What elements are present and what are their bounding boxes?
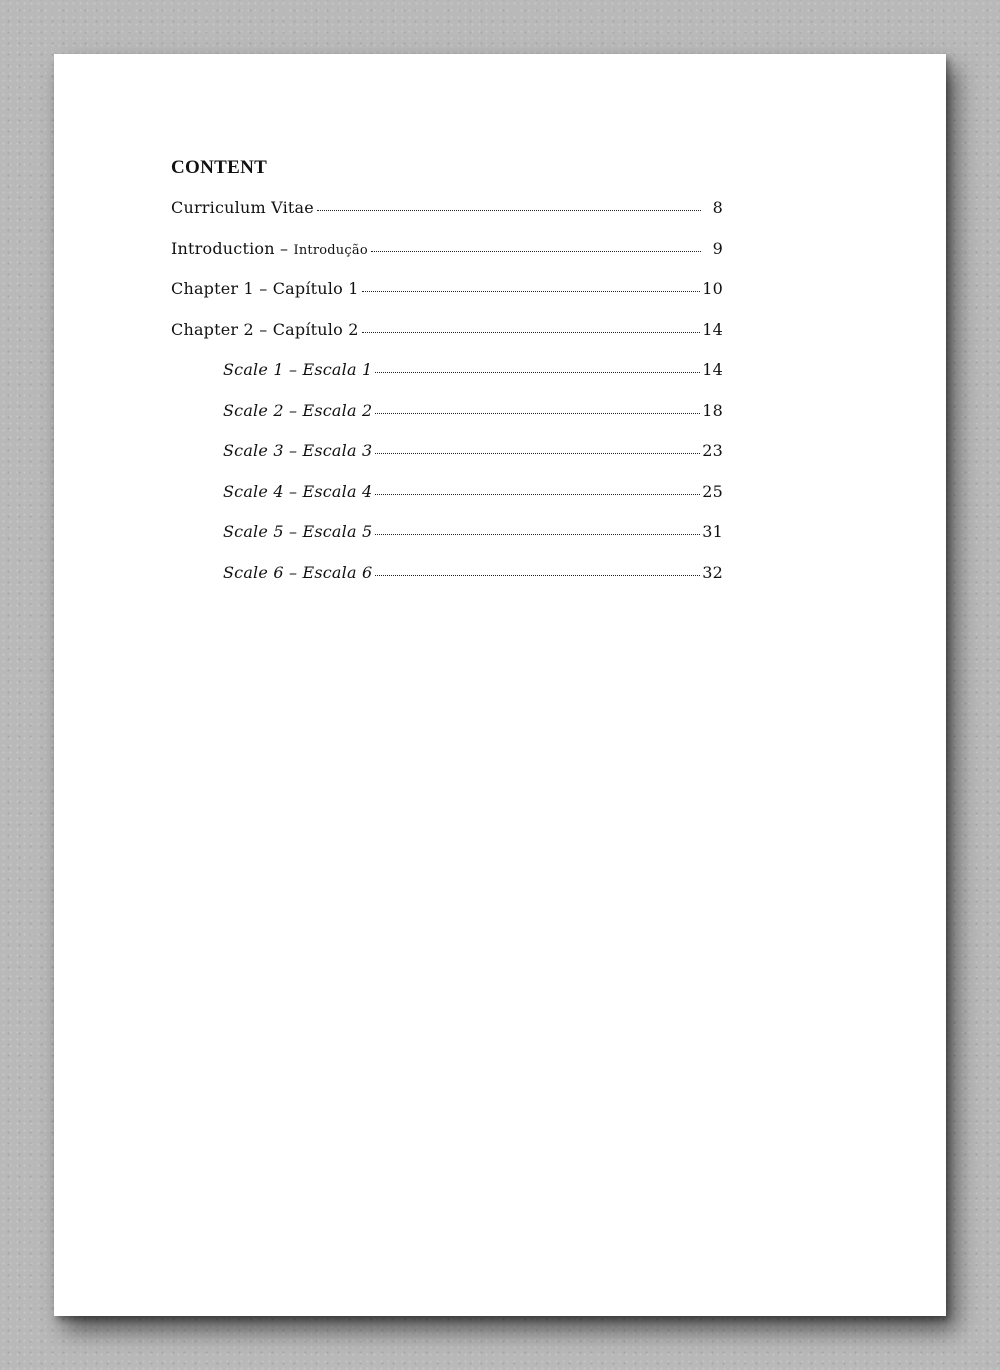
toc-entry-label: Chapter 2 – Capítulo 2 [171, 319, 359, 339]
toc-entry-scale-1 [171, 360, 723, 401]
table-of-contents [171, 156, 723, 603]
dot-leader [362, 332, 701, 333]
toc-entry-scale-3 [171, 441, 723, 482]
dot-leader [375, 453, 700, 454]
toc-entry-label: Scale 4 – Escala 4 [223, 481, 373, 501]
dot-leader [375, 372, 700, 373]
dot-leader [317, 210, 701, 211]
toc-list [171, 198, 723, 603]
dot-leader [375, 494, 700, 495]
toc-entry-scale-5 [171, 522, 723, 563]
toc-entry-label: Chapter 1 – Capítulo 1 [171, 279, 359, 298]
toc-heading: CONTENT [171, 157, 268, 178]
document-page [54, 54, 946, 1316]
toc-entry-scale-6 [171, 563, 723, 604]
toc-entry-introduction [171, 239, 723, 280]
dot-leader [375, 413, 700, 414]
toc-page-number: 14 [702, 319, 723, 339]
toc-entry-label: Curriculum Vitae [171, 198, 314, 217]
toc-page-number: 18 [702, 400, 723, 420]
toc-entry-label: Scale 6 – Escala 6 [223, 562, 373, 582]
toc-page-number: 23 [702, 441, 723, 460]
toc-entry-label-main: Introduction – [171, 238, 289, 258]
dot-leader [362, 291, 701, 292]
toc-page-number: 25 [702, 481, 723, 501]
dot-leader [375, 534, 700, 535]
toc-entry-label: Scale 5 – Escala 5 [223, 522, 373, 541]
toc-page-number: 9 [712, 238, 723, 258]
toc-entry-label: Scale 1 – Escala 1 [223, 360, 373, 379]
toc-entry-scale-4 [171, 482, 723, 523]
toc-entry-curriculum-vitae [171, 198, 723, 239]
toc-entry-chapter-2 [171, 320, 723, 361]
dot-leader [371, 251, 701, 252]
toc-entry-chapter-1 [171, 279, 723, 320]
toc-page-number: 10 [702, 279, 723, 298]
toc-entry-label-translation: Introdução [293, 242, 368, 258]
toc-entry-label: Scale 2 – Escala 2 [223, 400, 373, 420]
toc-entry-label [171, 239, 368, 258]
toc-page-number: 32 [702, 562, 723, 582]
toc-entry-scale-2 [171, 401, 723, 442]
toc-page-number: 8 [712, 198, 723, 217]
toc-entry-label: Scale 3 – Escala 3 [223, 441, 373, 460]
toc-page-number: 31 [702, 522, 723, 541]
dot-leader [375, 575, 700, 576]
toc-page-number: 14 [702, 360, 723, 379]
